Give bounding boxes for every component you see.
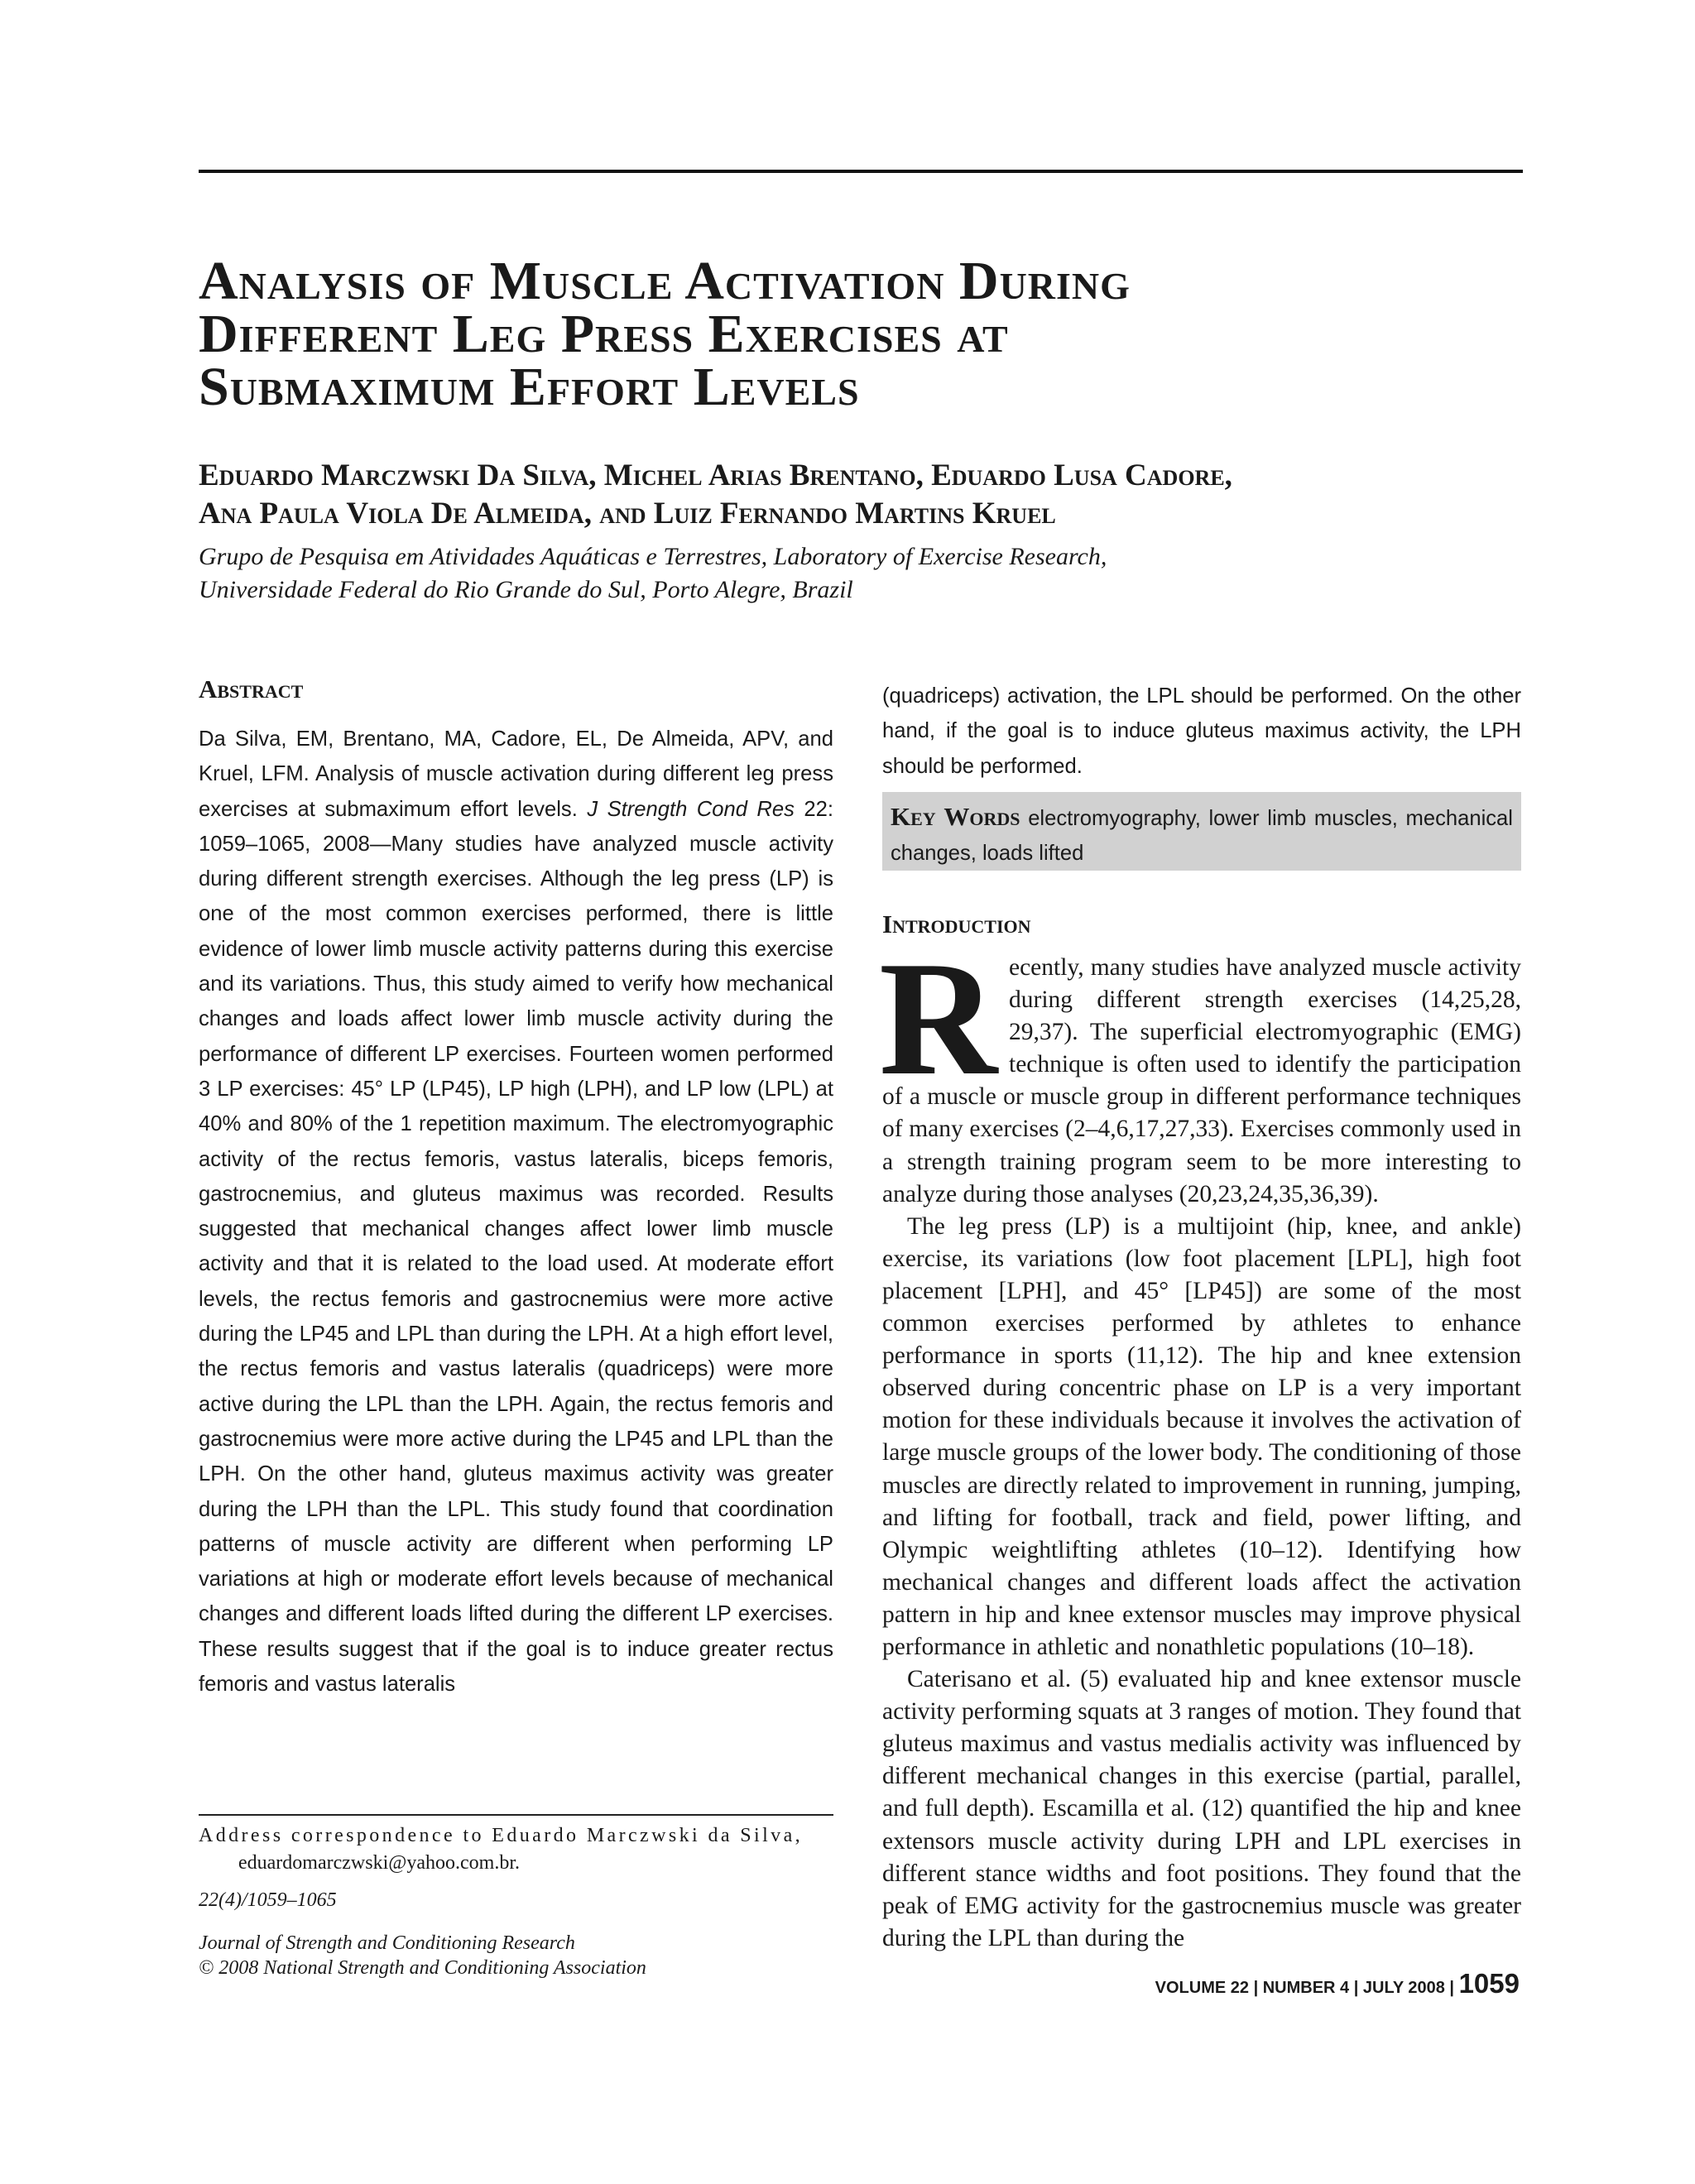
email-address: eduardomarczwski@yahoo.com.br.	[238, 1852, 520, 1874]
article-citation: 22(4)/1059–1065	[199, 1889, 337, 1911]
author-line: Eduardo Marczwski Da Silva, Michel Arias Brentano, Eduardo Lusa Cadore,	[199, 458, 1232, 492]
affiliation-line: Grupo de Pesquisa em Atividades Aquáticas e Terrestres, Laboratory of Exercise Research,	[199, 543, 1107, 570]
keywords-text: electromyography, lower limb muscles, mechanical changes, loads lifted	[891, 807, 1513, 865]
intro-paragraph: Caterisano et al. (5) evaluated hip and knee extensor muscle activity performing squats at 3 ranges of motion. They found that gluteus maximus and vastus medialis activity was influenced by different mechanical changes in this exercise (partial, parallel, and full depth). Escamilla et al. (12) quantified the hip and knee extensors muscle activity during LPH and LPL exercises in different stance widths and foot positions. They found that the peak of EMG activity for the gastrocnemius muscle was greater during the LPL than during the	[882, 1666, 1521, 1951]
affiliation	[199, 540, 1523, 607]
abstract-text	[199, 722, 833, 1702]
author-list	[199, 457, 1523, 533]
journal-abbrev: J Strength Cond Res	[587, 797, 795, 821]
correspondence-address: Address correspondence to Eduardo Marczwski da Silva, eduardomarczwski@yahoo.com.br.	[199, 1822, 833, 1877]
intro-paragraph: Recently, many studies have analyzed muscle activity during different strength exercises (14,25,28, 29,37). The superficial electromyographic (EMG) technique is often used to identify the participation of a muscle or muscle group in different performance techniques of many exercises (2–4,6,17,27,33). Exercises commonly used in a strength training program seem to be more interesting to analyze during those analyses (20,23,24,35,36,39).	[879, 928, 1521, 1207]
footnote-rule	[199, 1814, 833, 1816]
article-title	[199, 251, 1523, 417]
title-line: Analysis of Muscle Activation During	[199, 251, 1131, 311]
keywords-heading: Key Words	[891, 802, 1020, 831]
top-rule	[199, 170, 1523, 173]
page-footer	[1155, 1968, 1520, 1999]
abstract-body: 22: 1059–1065, 2008—Many studies have analyzed muscle activity during different strength exercises. Although the leg press (LP) is one of the most common exercises performed, there is little evidence of lower limb muscle activity patterns during this exercise and its variations. Thus, this study aimed to verify how mechanical changes and loads affect lower limb muscle activity during the performance of different LP exercises. Fourteen women performed 3 LP exercises: 45° LP (LP45), LP high (LPH), and LP low (LPL) at 40% and 80% of the 1 repetition maximum. The electromyographic activity of the rectus femoris, vastus lateralis, biceps femoris, gastrocnemius, and gluteus maximus was recorded. Results suggested that mechanical changes affect lower limb muscle activity and that it is related to the load used. At moderate effort levels, the rectus femoris and gastrocnemius were more active during the LP45 and LPL than during the LPH. At a high effort level, the rectus femoris and vastus lateralis (quadriceps) were more active during the LPL than the LPH. Again, the rectus femoris and gastrocnemius were more active during the LP45 and LPL than the LPH. On the other hand, gluteus maximus activity was greater during the LPH than the LPL. This study found that coordination patterns of muscle activity are different when performing LP variations at high or moderate effort levels because of mechanical changes and different loads lifted during the different LP exercises. These results suggest that if the goal is to induce greater rectus femoris and vastus lateralis	[199, 797, 833, 1697]
journal-info: Journal of Strength and Conditioning Research © 2008 National Strength and Conditioning Association	[199, 1932, 646, 1979]
intro-paragraph: The leg press (LP) is a multijoint (hip, knee, and ankle) exercise, its variations (low foot placement [LPL], high foot placement [LPH], and 45° [LP45]) are some of the most common exercises performed by athletes to enhance performance in sports (11,12). The hip and knee extension observed during concentric phase on LP is a very important motion for these individuals because it involves the activation of large muscle groups of the lower body. The conditioning of those muscles are directly related to improvement in running, jumping, and lifting for football, track and field, power lifting, and Olympic weightlifting athletes (10–12). Identifying how mechanical changes and different loads affect the activation pattern in hip and knee extensor muscles may improve physical performance in athletic and nonathletic populations (10–18).	[882, 1212, 1521, 1660]
introduction-body	[879, 928, 1521, 1955]
drop-cap: R	[879, 928, 997, 1109]
keywords-box	[882, 792, 1521, 871]
issue-info: VOLUME 22 | NUMBER 4 | JULY 2008 |	[1155, 1979, 1455, 1997]
abstract-continuation: (quadriceps) activation, the LPL should be performed. On the other hand, if the goal is to induce gluteus maximus activity, the LPH should be performed.	[882, 684, 1521, 778]
abstract-heading: Abstract	[199, 674, 304, 703]
introduction-heading: Introduction	[882, 910, 1031, 938]
title-line: Different Leg Press Exercises at	[199, 304, 1009, 364]
title-line: Submaximum Effort Levels	[199, 357, 860, 417]
abstract-citation: Da Silva, EM, Brentano, MA, Cadore, EL, De Almeida, APV, and Kruel, LFM. Analysis of muscle activation during different leg press exercises at submaximum effort levels.	[199, 727, 833, 821]
author-line: Ana Paula Viola De Almeida, and Luiz Fernando Martins Kruel	[199, 497, 1056, 530]
page-number: 1059	[1458, 1968, 1520, 1999]
affiliation-line: Universidade Federal do Rio Grande do Sul, Porto Alegre, Brazil	[199, 576, 853, 603]
